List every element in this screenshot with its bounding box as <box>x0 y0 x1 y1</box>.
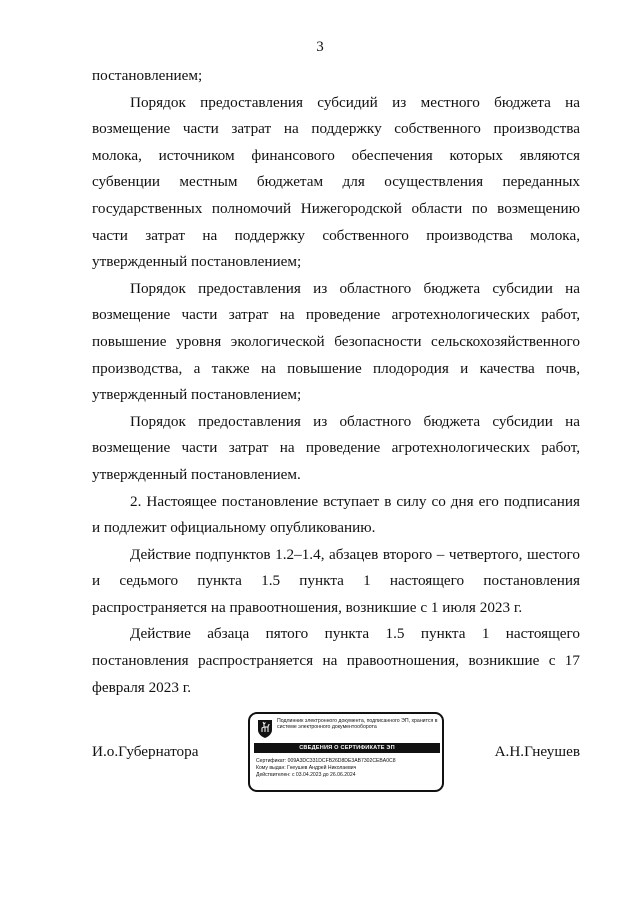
signer-name: А.Н.Гнеушев <box>494 743 580 760</box>
deer-coat-of-arms-icon <box>256 719 274 739</box>
paragraph-effect-february: Действие абзаца пятого пункта 1.5 пункта 1 настоящего постановления распространяется на правоотношения, возникшие с 17 февраля 2023 г. <box>92 625 580 696</box>
page-number: 3 <box>316 39 324 55</box>
certificate-serial: Сертификат: 009A3DC331DCFB26D8DE3AB7302CEBA0C8 <box>256 758 396 764</box>
certificate-validity: Действителен: с 03.04.2023 до 26.06.2024 <box>256 772 356 779</box>
paragraph-effect-july: Действие подпунктов 1.2–1.4, абзацев второго – четвертого, шестого и седьмого пункта 1.5 пункта 1 настоящего постановления распространяется на правоотношения, возникшие с 1 июля 2023 г. <box>92 545 580 616</box>
stamp-note: Подлинник электронного документа, подписанного ЭП, хранится в системе электронного документооборота <box>277 718 438 731</box>
paragraph-agrotech-procedure: Порядок предоставления из областного бюджета субсидии на возмещение части затрат на проведение агротехнологических работ, утвержденный постановлением. <box>92 412 580 483</box>
document-body <box>92 63 580 701</box>
electronic-signature-stamp <box>248 712 444 792</box>
stamp-band-title: СВЕДЕНИЯ О СЕРТИФИКАТЕ ЭП <box>254 743 440 753</box>
paragraph-agrotech-ecology-procedure: Порядок предоставления из областного бюджета субсидии на возмещение части затрат на проведение агротехнологических работ, повышение уровня экологической безопасности сельскохозяйственного производства, а также на повышение плодородия и качества почв, утвержденный постановлением; <box>92 279 580 404</box>
signer-position: И.о.Губернатора <box>92 743 199 760</box>
paragraph-continuation: постановлением; <box>92 67 203 84</box>
paragraph-entry-into-force: 2. Настоящее постановление вступает в силу со дня его подписания и подлежит официальному опубликованию. <box>92 492 580 537</box>
stamp-certificate-details <box>256 758 442 780</box>
paragraph-milk-subsidy-procedure: Порядок предоставления субсидий из местного бюджета на возмещение части затрат на поддержку собственного производства молока, источником финансового обеспечения которых являются субвенции местным бюджетам для осуществления переданных государственных полномочий Нижегородской области по возмещению части затрат на поддержку собственного производства молока, утвержденный постановлением; <box>92 93 580 271</box>
certificate-owner: Кому выдан: Гнеушев Андрей Николаевич <box>256 765 357 772</box>
